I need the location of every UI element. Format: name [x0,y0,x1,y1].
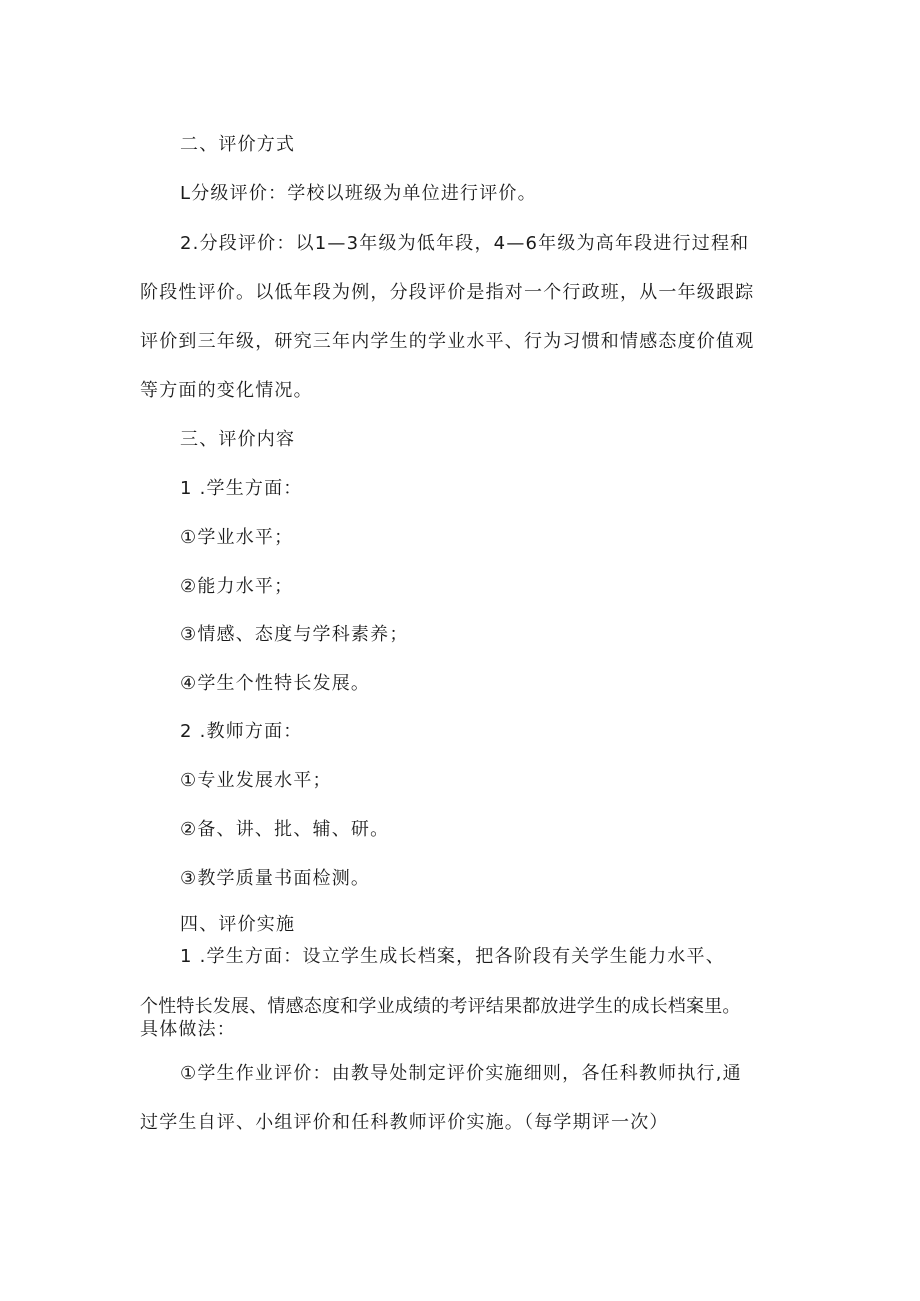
list-item: ①学业水平； [180,527,294,548]
list-item: ②备、讲、批、辅、研。 [180,819,390,840]
list-item: ②能力水平； [180,576,294,597]
paragraph-stage-evaluation-line-2: 阶段性评价。以低年段为例，分段评价是指对一个行政班，从一年级跟踪 [140,282,755,303]
paragraph-stage-evaluation-line-3: 评价到三年级，研究三年内学生的学业水平、行为习惯和情感态度价值观 [140,331,755,352]
section-heading-evaluation-method: 二、评价方式 [180,134,296,155]
subheading-students: 1 .学生方面： [180,478,303,499]
list-item: ③教学质量书面检测。 [180,868,371,889]
paragraph-stage-evaluation-line-4: 等方面的变化情况。 [140,380,313,401]
paragraph-student-archive-line-2: 个性特长发展、情感态度和学业成绩的考评结果都放进学生的成长档案里。 [140,996,741,1017]
list-item: ④学生个性特长发展。 [180,673,371,694]
paragraph-stage-evaluation-line-1: 2.分段评价：以1—3年级为低年段，4—6年级为高年段进行过程和 [180,233,750,254]
subheading-teachers: 2 .教师方面： [180,721,303,742]
paragraph-homework-evaluation-line-2: 过学生自评、小组评价和任科教师评价实施。（每学期评一次） [140,1112,669,1133]
list-item: ①专业发展水平； [180,770,332,791]
section-heading-evaluation-content: 三、评价内容 [180,429,296,450]
list-item: ③情感、态度与学科素养； [180,624,409,645]
paragraph-student-archive-line-1: 1 .学生方面：设立学生成长档案，把各阶段有关学生能力水平、 [180,946,725,967]
paragraph-homework-evaluation-line-1: ①学生作业评价：由教导处制定评价实施细则，各任科教师执行,通 [180,1063,742,1084]
paragraph-graded-evaluation: L分级评价：学校以班级为单位进行评价。 [180,183,537,204]
section-heading-evaluation-implementation: 四、评价实施 [180,914,296,935]
paragraph-specific-method: 具体做法： [140,1019,236,1040]
